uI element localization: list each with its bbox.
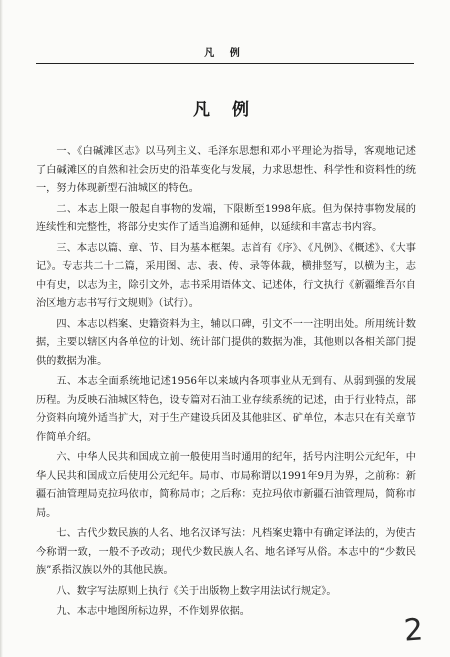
paragraph-2: 二、本志上限一般起自事物的发端，下限断至1998年底。但为保持事物发展的连续性和完整性，将部分史实作了适当追溯和延伸，以延续和丰富志书内容。: [36, 203, 416, 233]
handwritten-page-number: 2: [402, 612, 425, 649]
header-rule: [36, 63, 414, 64]
paragraph-1: 一、《白碱滩区志》以马列主义、毛泽东思想和邓小平理论为指导，客观地记述了白碱滩区的自然和社会历史的沿革变化与发展，力求思想性、科学性和资料性的统一，努力体现新型石油城区的特色。: [36, 146, 416, 194]
paragraph-4: 四、本志以档案、史籍资料为主，辅以口碑，引文不一一注明出处。所用统计数据，主要以辖区内各单位的计划、统计部门提供的数据为准，其他则以各相关部门提供的数据为准。: [36, 318, 416, 367]
body-text: [36, 143, 416, 624]
running-head: 凡 例: [204, 48, 246, 59]
paragraph-5: 五、本志全面系统地记述1956年以来域内各项事业从无到有、从弱到强的发展历程。为反映石油城区特色，设专篇对石油工业存续系统的记述，由于行业特点，部分资料向境外适当扩大，对于生产建设兵团及其他驻区、矿单位，本志只在有关章节作简单介绍。: [36, 376, 416, 443]
paragraph-6: 六、中华人民共和国成立前一般使用当时通用的纪年，括号内注明公元纪年，中华人民共和国成立后使用公元纪年。局市、市局称谓以1991年9月为界，之前称：新疆石油管理局克拉玛依市，简称局市；之后称：克拉玛依市新疆石油管理局，简称市局。: [36, 452, 416, 519]
paragraph-8: 八、数字写法原则上执行《关于出版物上数字用法试行规定》。: [56, 585, 337, 597]
paragraph-3: 三、本志以篇、章、节、目为基本框架。志首有《序》、《凡例》、《概述》、《大事记》。专志共二十二篇，采用图、志、表、传、录等体裁，横排竖写，以横为主，志中有史，以志为主，除引文外，志书采用语体文、记述体，行文执行《新疆维吾尔自治区地方志书写行文规则》（试行）。: [36, 242, 416, 309]
paragraph-7: 七、古代少数民族的人名、地名汉译写法：凡档案史籍中有确定译法的，为使古今称谓一致，一般不予改动；现代少数民族人名、地名译写从俗。本志中的“少数民族”系指汉族以外的其他民族。: [36, 528, 416, 576]
page-title: 凡 例: [193, 100, 257, 120]
paragraph-9: 九、本志中地图所标边界，不作划界依据。: [56, 606, 250, 617]
